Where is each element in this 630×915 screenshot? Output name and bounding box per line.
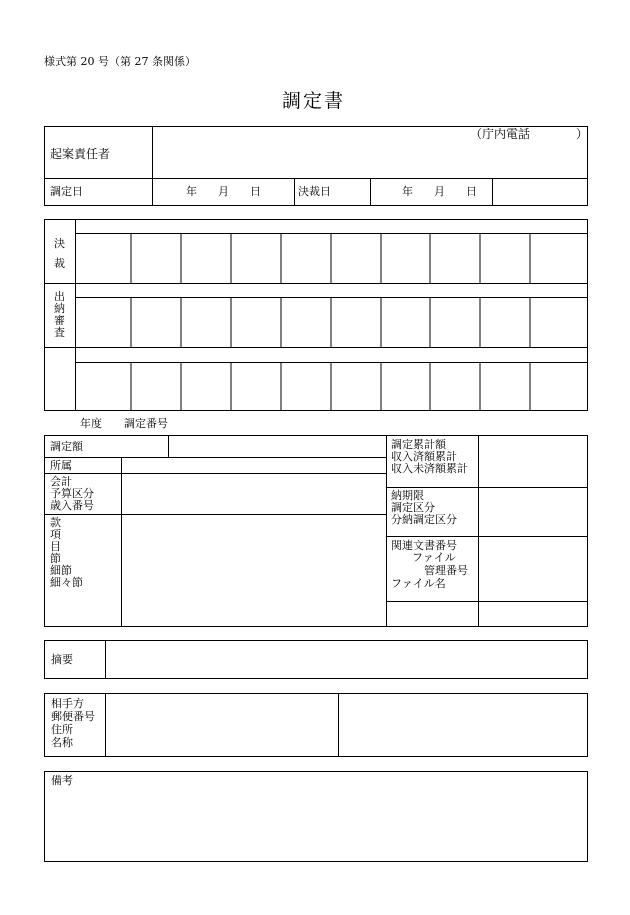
assessment-number-label: 調定番号 [124,417,168,430]
budget-item-labels: 款 項 目 節 細節 細々節 [50,516,83,589]
assessment-amount-field[interactable] [174,439,380,455]
approval-year-label: 年 [402,185,413,198]
counterparty-field[interactable] [110,698,332,752]
summary-label: 摘要 [51,653,73,666]
assessment-year-label: 年 [186,185,197,198]
assessment-amount-label: 調定額 [50,440,83,453]
approval-date-label: 決裁日 [298,185,331,198]
remarks-label: 備考 [51,774,73,787]
fiscal-year-label: 年度 [80,417,102,430]
remarks-field[interactable] [51,792,581,856]
extension-close: ） [576,127,589,141]
assessment-month-label: 月 [218,185,229,198]
file-name-label: ファイル名 [391,577,446,590]
form-number: 様式第 20 号（第 27 条関係） [44,55,196,68]
form-title: 調定書 [282,90,346,112]
summary-field[interactable] [112,648,582,672]
drafter-label: 起案責任者 [50,147,111,161]
cumulative-labels: 調定累計額 収入済額累計 収入未済額累計 [391,438,468,475]
assessment-date-label: 調定日 [50,185,83,198]
approval-month-label: 月 [434,185,445,198]
approval-day-label: 日 [466,185,477,198]
cashier-review-label: 出 納 審 査 [54,290,65,339]
due-date-labels: 納期限 調定区分 分納調定区分 [391,489,457,526]
related-doc-number-label: 関連文書番号 [391,539,457,552]
extension-label: （庁内電話 [470,127,531,141]
management-number-label: 管理番号 [424,564,468,577]
department-label: 所属 [50,459,72,472]
approval-label-1: 決 [54,237,65,250]
account-labels: 会計 予算区分 歳入番号 [50,475,94,512]
related-file-label: ファイル [412,551,456,564]
counterparty-extra-field[interactable] [344,698,582,752]
approval-label-2: 裁 [54,257,65,270]
assessment-day-label: 日 [250,185,261,198]
counterparty-labels: 相手方 郵便番号 住所 名称 [51,697,95,749]
detail-box [44,435,588,627]
